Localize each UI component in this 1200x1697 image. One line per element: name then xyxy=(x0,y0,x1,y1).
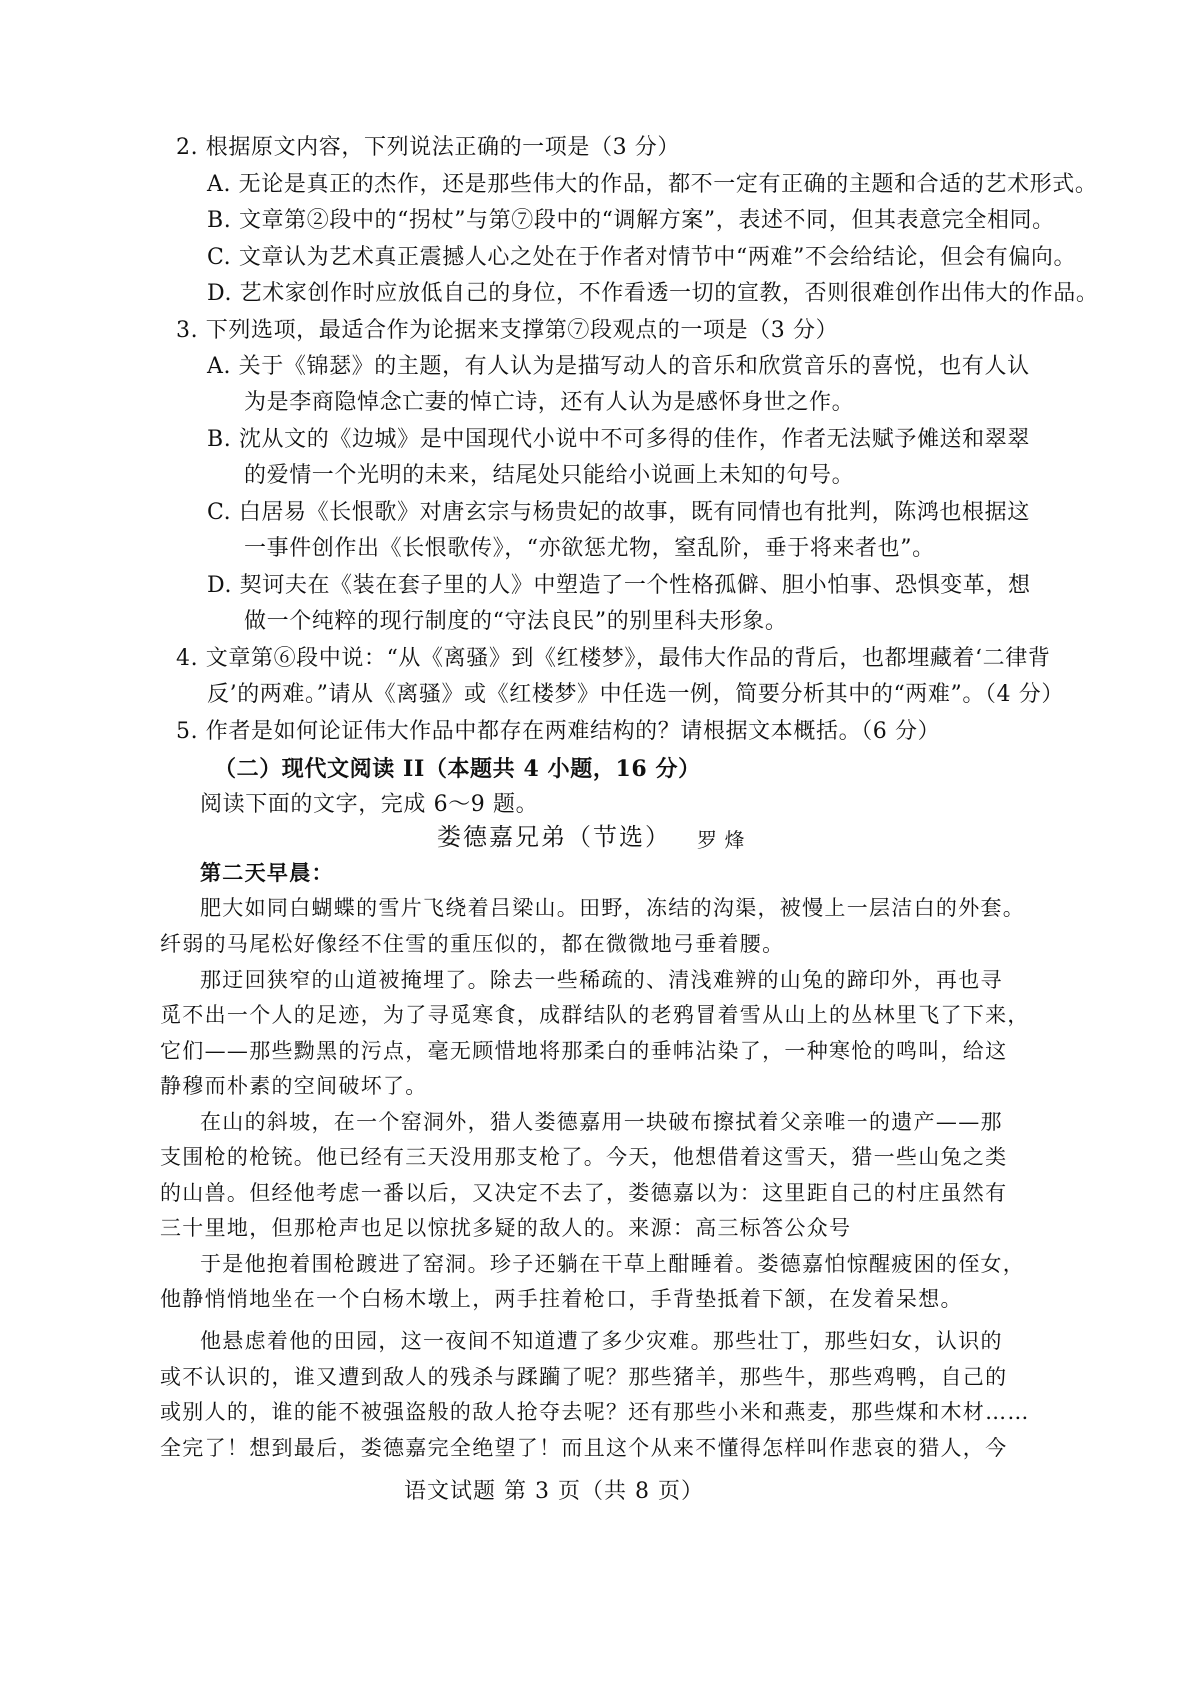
passage-line: 他悬虑着他的田园，这一夜间不知道遭了多少灾难。那些壮丁，那些妇女，认识的 xyxy=(200,1329,1003,1353)
passage-line: 在山的斜坡，在一个窑洞外，猎人娄德嘉用一块破布擦拭着父亲唯一的遗产——那 xyxy=(200,1110,1003,1134)
passage-line: 它们——那些黝黑的污点，毫无顾惜地将那柔白的垂帏沾染了，一种寒怆的鸣叫，给这 xyxy=(160,1039,1008,1063)
page-footer: 语文试题 第 3 页（共 8 页） xyxy=(404,1479,704,1504)
q2-option-c: C. 文章认为艺术真正震撼人心之处在于作者对情节中“两难”不会给结论，但会有偏向。 xyxy=(207,245,1077,270)
section-instruction: 阅读下面的文字，完成 6～9 题。 xyxy=(200,792,539,817)
q3-option-d-cont: 做一个纯粹的现行制度的“守法良民”的别里科夫形象。 xyxy=(244,609,788,634)
passage-line: 于是他抱着围枪踱进了窑洞。珍子还躺在干草上酣睡着。娄德嘉怕惊醒疲困的侄女， xyxy=(200,1252,1026,1276)
passage-line: 的山兽。但经他考虑一番以后，又决定不去了，娄德嘉以为：这里距自己的村庄虽然有 xyxy=(160,1181,1008,1205)
passage-line: 三十里地，但那枪声也足以惊扰多疑的敌人的。来源：高三标答公众号 xyxy=(160,1216,852,1240)
q2-option-b: B. 文章第②段中的“拐杖”与第⑦段中的“调解方案”，表述不同，但其表意完全相同。 xyxy=(207,208,1055,233)
q3-option-c: C. 白居易《长恨歌》对唐玄宗与杨贵妃的故事，既有同情也有批判，陈鸿也根据这 xyxy=(207,500,1030,525)
passage-line: 或不认识的，谁又遭到敌人的残杀与蹂躏了呢？那些猪羊，那些牛，那些鸡鸭，自己的 xyxy=(160,1365,1008,1389)
passage-line: 支围枪的枪铳。他已经有三天没用那支枪了。今天，他想借着这雪天，猎一些山兔之类 xyxy=(160,1145,1008,1169)
passage-line: 或别人的，谁的能不被强盗般的敌人抢夺去呢？还有那些小米和燕麦，那些煤和木材…… xyxy=(160,1400,1030,1424)
passage-title: 娄德嘉兄弟（节选） xyxy=(437,823,671,851)
passage-line: 第二天早晨： xyxy=(200,860,334,885)
passage-line: 纤弱的马尾松好像经不住雪的重压似的，都在微微地弓垂着腰。 xyxy=(160,932,785,956)
passage-line: 全完了！想到最后，娄德嘉完全绝望了！而且这个从来不懂得怎样叫作悲哀的猎人，今 xyxy=(160,1436,1008,1460)
q2-option-a: A. 无论是真正的杰作，还是那些伟大的作品，都不一定有正确的主题和合适的艺术形式。 xyxy=(207,172,1098,197)
passage-line: 那迂回狭窄的山道被掩埋了。除去一些稀疏的、清浅难辨的山兔的蹄印外，再也寻 xyxy=(200,968,1003,992)
passage-line: 他静悄悄地坐在一个白杨木墩上，两手拄着枪口，手背垫抵着下颔，在发着呆想。 xyxy=(160,1287,963,1311)
q5-stem: 5. 作者是如何论证伟大作品中都存在两难结构的？请根据文本概括。（6 分） xyxy=(176,719,941,744)
q3-option-d: D. 契诃夫在《装在套子里的人》中塑造了一个性格孤僻、胆小怕事、恐惧变革，想 xyxy=(207,573,1031,598)
passage-line: 静穆而朴素的空间破坏了。 xyxy=(160,1074,428,1098)
q4-stem-cont: 反’的两难。”请从《离骚》或《红楼梦》中任选一例，简要分析其中的“两难”。（4 分） xyxy=(207,682,1064,707)
q3-option-b-cont: 的爱情一个光明的未来，结尾处只能给小说画上未知的句号。 xyxy=(244,463,855,488)
section-title: （二）现代文阅读 II（本题共 4 小题，16 分） xyxy=(214,756,701,782)
q3-option-a: A. 关于《锦瑟》的主题，有人认为是描写动人的音乐和欣赏音乐的喜悦，也有人认 xyxy=(207,354,1030,379)
q2-option-d: D. 艺术家创作时应放低自己的身位，不作看透一切的宣教，否则很难创作出伟大的作品。 xyxy=(207,281,1099,306)
q4-stem: 4. 文章第⑥段中说：“从《离骚》到《红楼梦》，最伟大作品的背后，也都埋藏着‘二律背 xyxy=(176,646,1051,671)
passage-author: 罗 烽 xyxy=(697,828,746,852)
passage-line: 肥大如同白蝴蝶的雪片飞绕着吕梁山。田野，冻结的沟渠，被慢上一层洁白的外套。 xyxy=(200,896,1026,920)
q2-stem: 2. 根据原文内容，下列说法正确的一项是（3 分） xyxy=(176,135,680,160)
passage-line: 觅不出一个人的足迹，为了寻觅寒食，成群结队的老鸦冒着雪从山上的丛林里飞了下来， xyxy=(160,1003,1030,1027)
q3-option-c-cont: 一事件创作出《长恨歌传》，“亦欲惩尤物，窒乱阶，垂于将来者也”。 xyxy=(244,536,935,561)
q3-option-a-cont: 为是李商隐悼念亡妻的悼亡诗，还有人认为是感怀身世之作。 xyxy=(244,390,855,415)
q3-stem: 3. 下列选项，最适合作为论据来支撑第⑦段观点的一项是（3 分） xyxy=(176,318,839,343)
q3-option-b: B. 沈从文的《边城》是中国现代小说中不可多得的佳作，作者无法赋予傩送和翠翠 xyxy=(207,427,1030,452)
